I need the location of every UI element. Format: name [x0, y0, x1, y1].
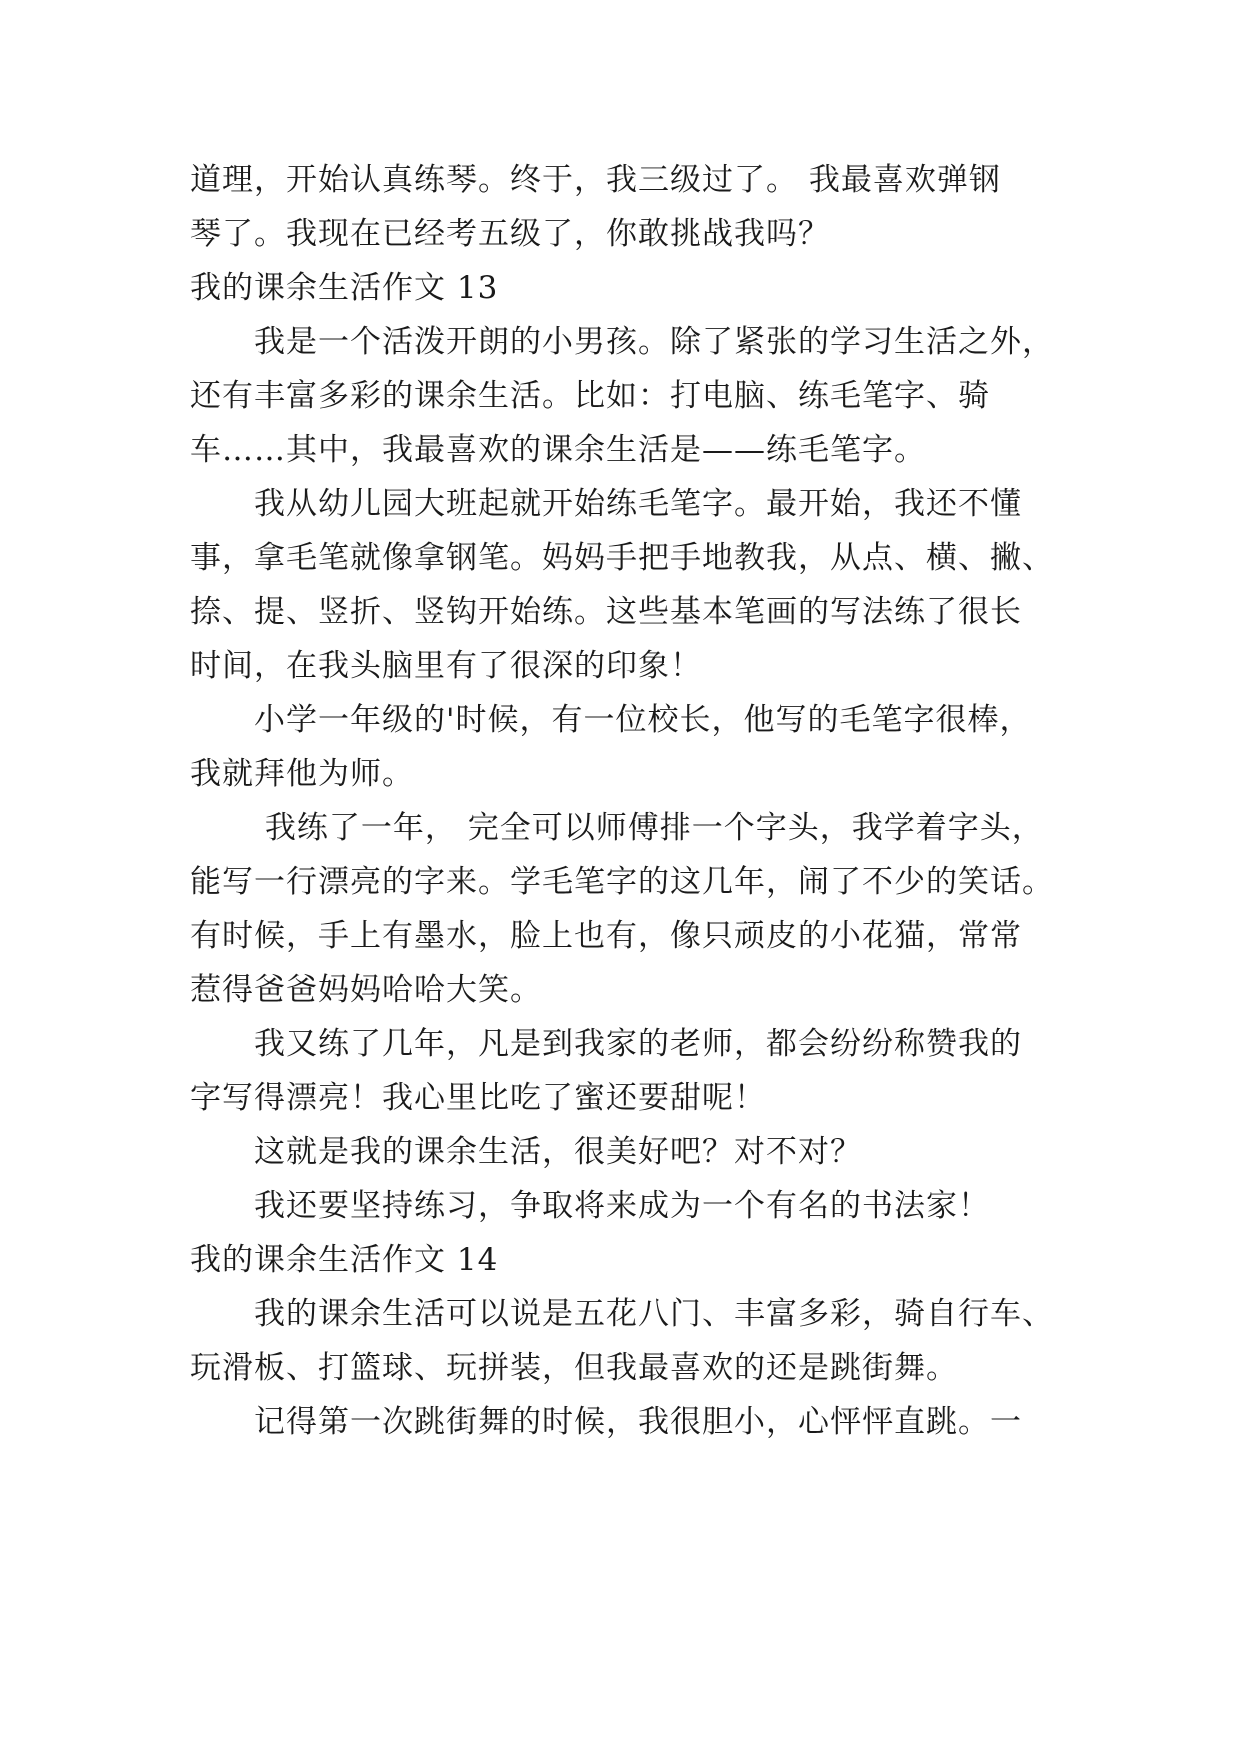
text-line: 还有丰富多彩的课余生活。比如：打电脑、练毛笔字、骑 [190, 378, 990, 414]
text-line: 玩滑板、打篮球、玩拼装，但我最喜欢的还是跳街舞。 [190, 1350, 958, 1386]
text-line: 事，拿毛笔就像拿钢笔。妈妈手把手地教我，从点、横、撇、 [190, 540, 1054, 576]
text-line: 车……其中，我最喜欢的课余生活是——练毛笔字。 [190, 432, 926, 468]
text-line: 字写得漂亮！我心里比吃了蜜还要甜呢！ [190, 1080, 766, 1116]
text-line: 这就是我的课余生活，很美好吧？对不对？ [190, 1134, 862, 1170]
text-line: 我就拜他为师。 [190, 756, 414, 792]
text-line: 我的课余生活可以说是五花八门、丰富多彩，骑自行车、 [190, 1296, 1054, 1332]
text-line: 记得第一次跳街舞的时候，我很胆小，心怦怦直跳。一 [190, 1404, 1022, 1440]
text-line: 道理，开始认真练琴。终于，我三级过了。 我最喜欢弹钢 [190, 162, 1001, 198]
text-line: 我又练了几年，凡是到我家的老师，都会纷纷称赞我的 [190, 1026, 1022, 1062]
text-line: 时间，在我头脑里有了很深的印象！ [190, 648, 702, 684]
text-line: 小学一年级的'时候，有一位校长，他写的毛笔字很棒， [190, 702, 1032, 738]
text-line: 我是一个活泼开朗的小男孩。除了紧张的学习生活之外， [190, 324, 1054, 360]
text-line: 我练了一年， 完全可以师傅排一个字头，我学着字头， [190, 810, 1044, 846]
text-line: 我从幼儿园大班起就开始练毛笔字。最开始，我还不懂 [190, 486, 1022, 522]
text-line: 能写一行漂亮的字来。学毛笔字的这几年，闹了不少的笑话。 [190, 864, 1054, 900]
text-line: 惹得爸爸妈妈哈哈大笑。 [190, 972, 542, 1008]
text-line: 我还要坚持练习，争取将来成为一个有名的书法家！ [190, 1188, 990, 1224]
text-line: 捺、提、竖折、竖钩开始练。这些基本笔画的写法练了很长 [190, 594, 1022, 630]
text-line: 有时候，手上有墨水，脸上也有，像只顽皮的小花猫，常常 [190, 918, 1022, 954]
section-heading: 我的课余生活作文 14 [190, 1242, 499, 1278]
section-heading: 我的课余生活作文 13 [190, 270, 499, 306]
text-line: 琴了。我现在已经考五级了，你敢挑战我吗？ [190, 216, 830, 252]
